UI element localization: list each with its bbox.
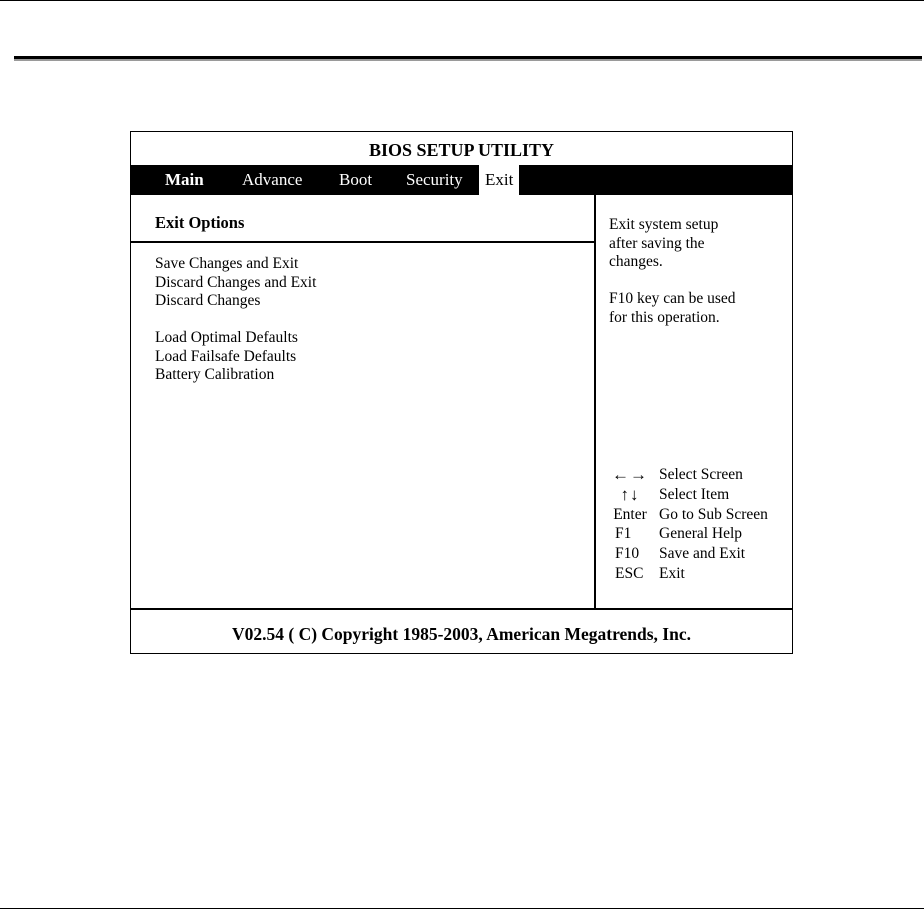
tab-security[interactable]: Security [406, 170, 463, 189]
section-title: Exit Options [155, 213, 245, 232]
key-description: Select Screen [659, 466, 743, 483]
key-row [601, 564, 768, 584]
key-legend [601, 465, 768, 584]
help-panel [609, 216, 789, 327]
option-discard-changes[interactable]: Discard Changes [155, 292, 261, 309]
tab-exit[interactable]: Exit [479, 165, 519, 195]
page-bottom-rule [0, 908, 924, 909]
bios-title: BIOS SETUP UTILITY [368, 140, 555, 160]
page-top-rule [0, 0, 924, 1]
key-description: Save and Exit [659, 545, 746, 563]
left-right-arrows-icon: ←→ [612, 465, 648, 484]
copyright-footer: V02.54 ( C) Copyright 1985-2003, American Megatrends, Inc. [231, 624, 691, 644]
list-spacer [155, 311, 316, 330]
help-line: changes. [609, 253, 663, 270]
bios-setup-window [130, 131, 793, 654]
key-label: F1 [615, 525, 632, 543]
help-line: for this operation. [609, 308, 720, 326]
option-battery-calibration[interactable]: Battery Calibration [155, 366, 275, 383]
key-row [601, 524, 768, 544]
tab-main[interactable]: Main [165, 170, 204, 189]
option-load-optimal-defaults[interactable]: Load Optimal Defaults [155, 329, 298, 346]
exit-options-list [155, 255, 316, 385]
option-load-failsafe-defaults[interactable]: Load Failsafe Defaults [155, 347, 297, 365]
up-down-arrows-icon: ↑↓ [620, 484, 640, 504]
key-description: General Help [659, 525, 743, 543]
key-label: ESC [615, 564, 644, 582]
pane-divider [594, 195, 596, 608]
key-row [601, 465, 768, 485]
tab-boot[interactable]: Boot [339, 170, 373, 189]
option-save-changes-and-exit[interactable]: Save Changes and Exit [155, 255, 299, 272]
key-description: Exit [659, 564, 685, 582]
help-line: Exit system setup [609, 216, 719, 233]
menu-bar [131, 165, 792, 195]
key-row [601, 505, 768, 525]
tab-advance[interactable]: Advance [242, 170, 303, 189]
key-label: F10 [615, 545, 640, 563]
help-line: F10 key can be used [609, 290, 736, 307]
key-description: Select Item [659, 485, 730, 503]
content-area [131, 195, 792, 608]
options-pane [131, 195, 594, 608]
key-label: Enter [613, 505, 647, 523]
option-discard-changes-and-exit[interactable]: Discard Changes and Exit [155, 273, 317, 291]
key-row [601, 485, 768, 505]
key-row [601, 544, 768, 564]
help-line: after saving the [609, 234, 705, 252]
page-header-rule [14, 56, 922, 59]
key-description: Go to Sub Screen [659, 505, 768, 523]
section-divider [131, 241, 594, 243]
